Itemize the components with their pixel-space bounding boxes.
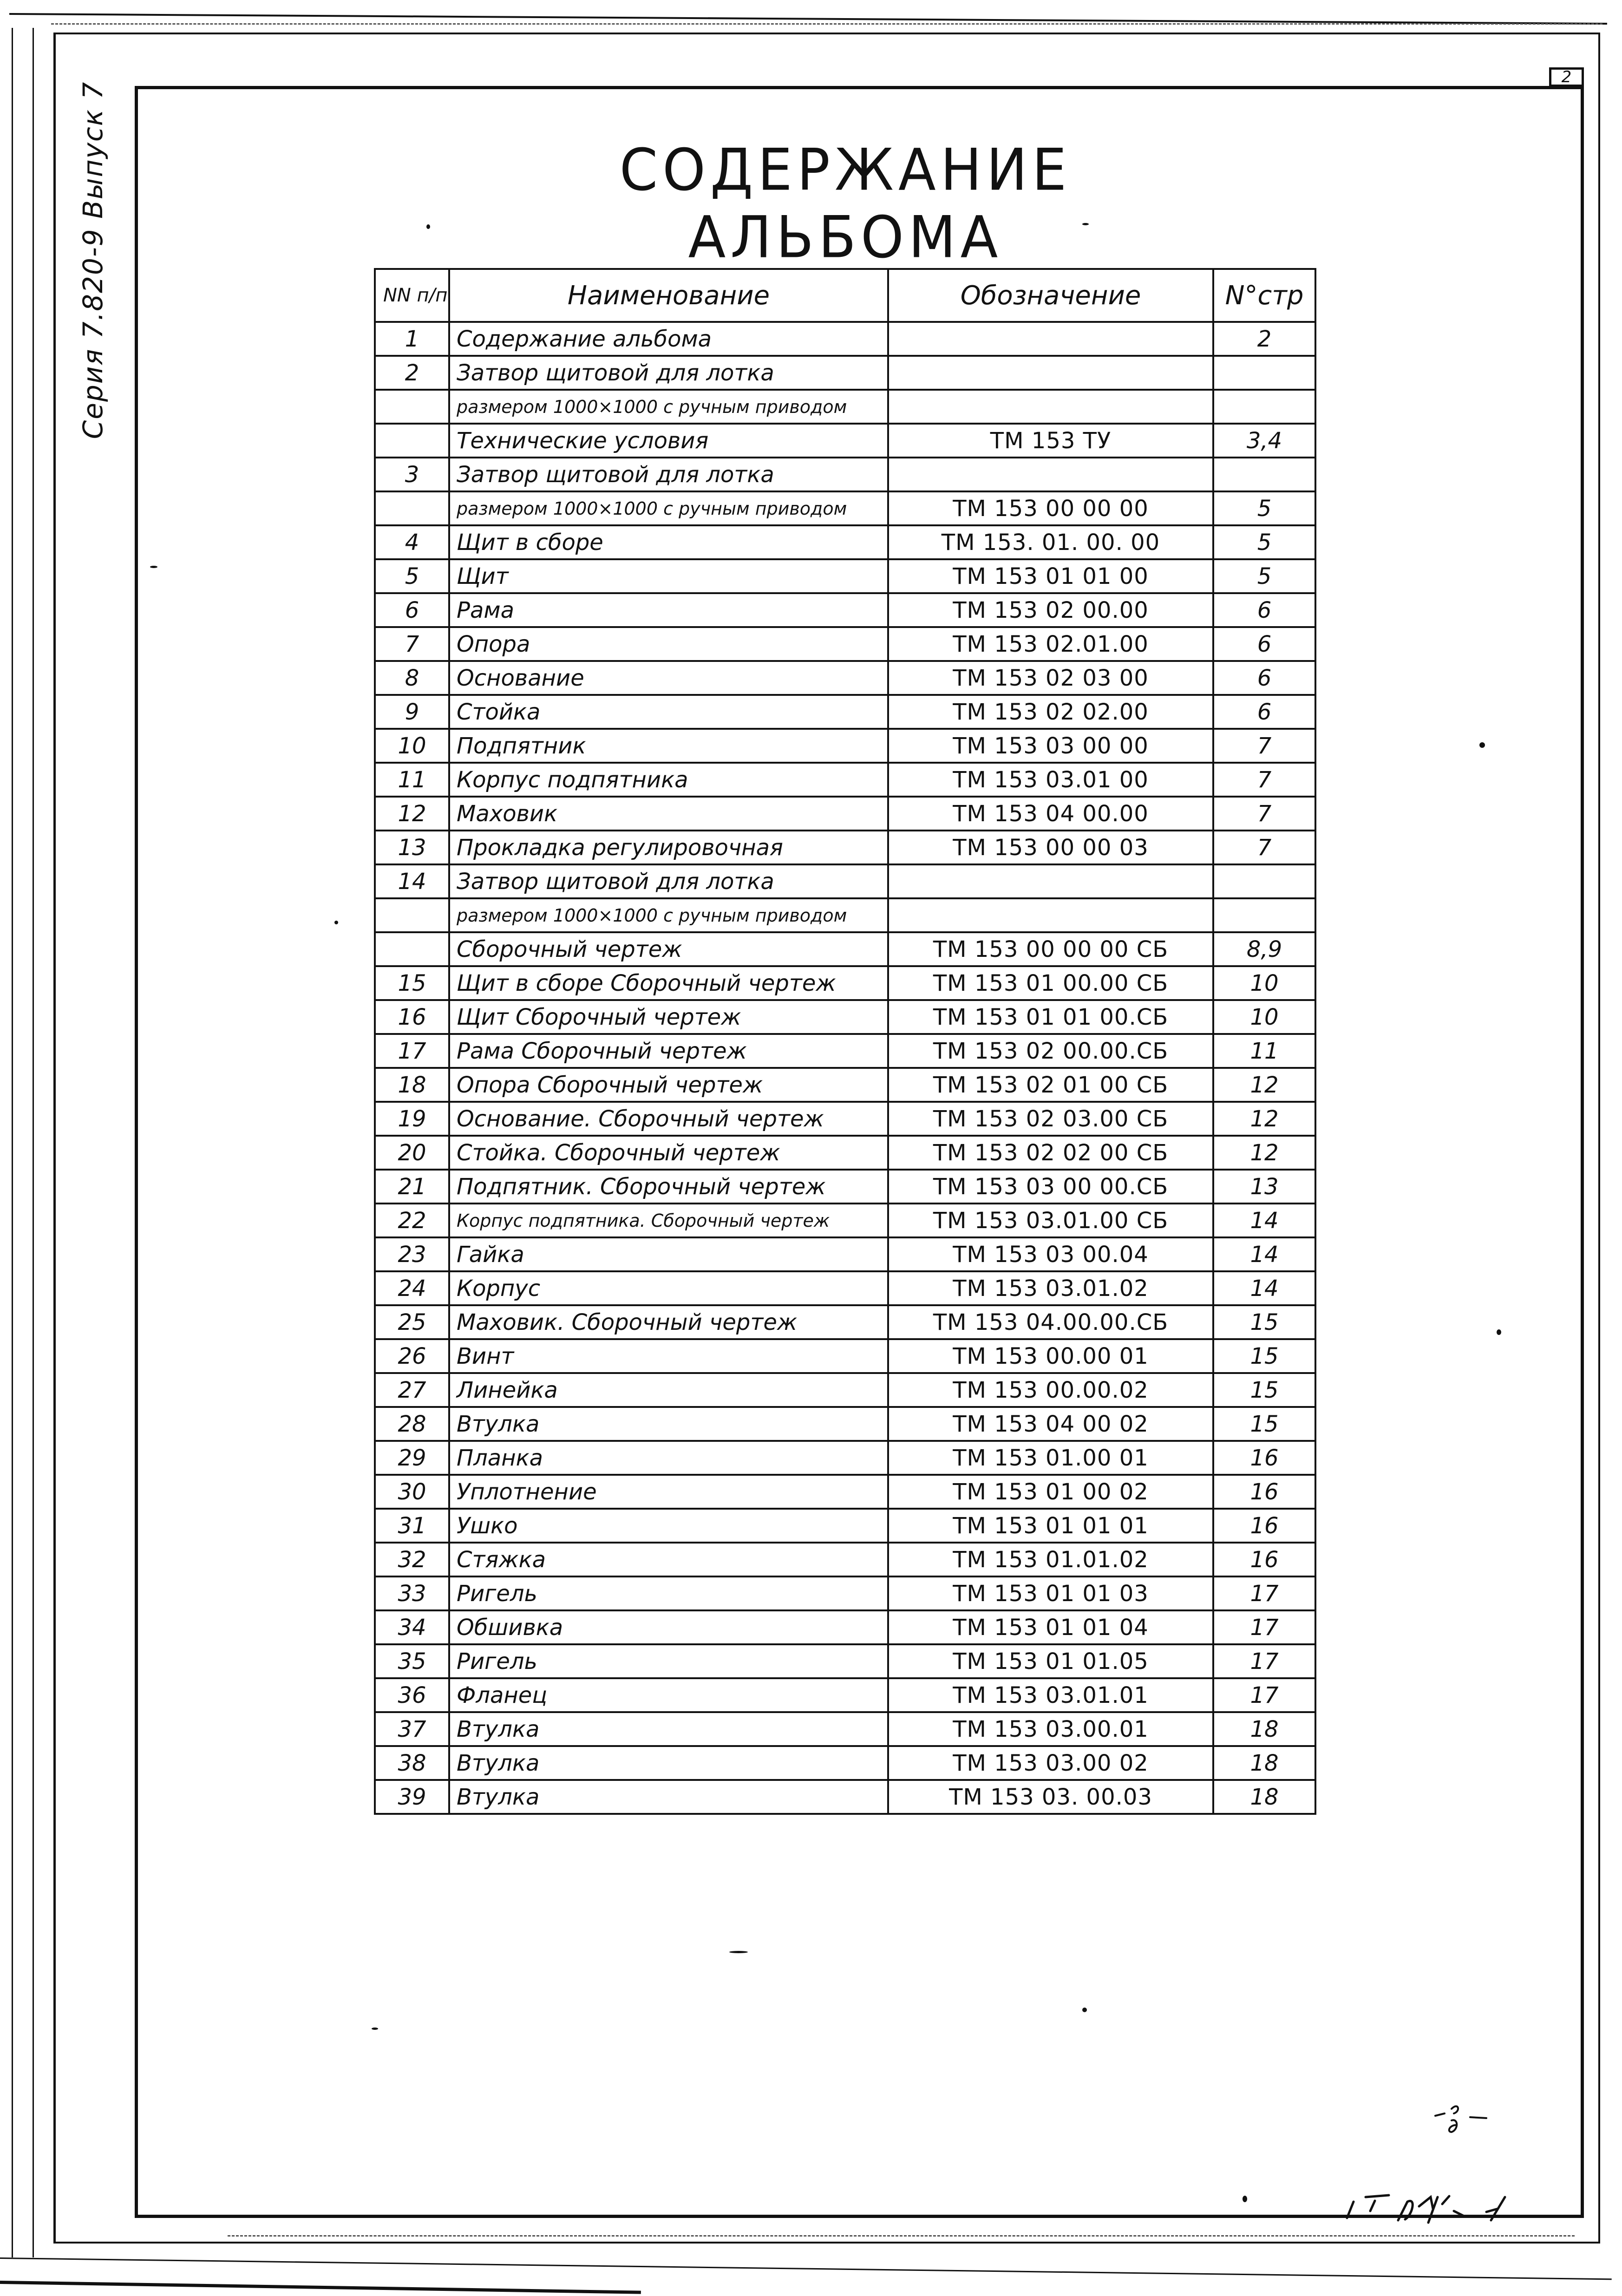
sheet-bottom-edge-line-2 (0, 2281, 641, 2294)
row-page: 16 (1213, 1441, 1315, 1475)
row-designation: ТМ 153 00.00 01 (888, 1339, 1213, 1373)
row-designation: ТМ 153 03.01 00 (888, 763, 1213, 797)
row-name: Основание (449, 661, 888, 695)
row-page: 7 (1213, 797, 1315, 831)
row-designation (888, 864, 1213, 898)
row-designation: ТМ 153 03.00.01 (888, 1712, 1213, 1746)
row-designation: ТМ 153 01 00.00 СБ (888, 966, 1213, 1000)
row-page: 14 (1213, 1237, 1315, 1271)
row-designation: ТМ 153. 01. 00. 00 (888, 525, 1213, 559)
row-name: Корпус подпятника. Сборочный чертеж (449, 1204, 888, 1237)
row-number: 34 (375, 1610, 449, 1644)
row-designation: ТМ 153 00 00 00 СБ (888, 932, 1213, 966)
row-name: Прокладка регулировочная (449, 831, 888, 864)
row-designation (888, 356, 1213, 390)
row-page: 5 (1213, 559, 1315, 593)
row-designation: ТМ 153 02 02 00 СБ (888, 1136, 1213, 1170)
row-name: Щит (449, 559, 888, 593)
row-number: 39 (375, 1780, 449, 1814)
row-name: Маховик. Сборочный чертеж (449, 1305, 888, 1339)
contents-table (374, 268, 1316, 1815)
table-row (375, 831, 1315, 864)
row-designation (888, 322, 1213, 356)
table-row (375, 864, 1315, 898)
scan-speck (1243, 2196, 1247, 2202)
row-designation: ТМ 153 01 00 02 (888, 1475, 1213, 1509)
row-page: 3,4 (1213, 424, 1315, 458)
row-designation: ТМ 153 03 00 00 (888, 729, 1213, 763)
scan-speck (1497, 1329, 1501, 1335)
table-row (375, 1543, 1315, 1576)
page-title: СОДЕРЖАНИЕ АЛЬБОМА (619, 136, 1072, 271)
row-name: размером 1000×1000 с ручным приводом (449, 898, 888, 932)
row-page: 17 (1213, 1610, 1315, 1644)
header-number: NN п/п (375, 269, 449, 322)
row-name: Уплотнение (449, 1475, 888, 1509)
row-designation (888, 898, 1213, 932)
table-body (375, 322, 1315, 1814)
row-number: 13 (375, 831, 449, 864)
row-name: Содержание альбома (449, 322, 888, 356)
row-designation: ТМ 153 00 00 03 (888, 831, 1213, 864)
row-designation: ТМ 153 01 01 04 (888, 1610, 1213, 1644)
row-page: 15 (1213, 1339, 1315, 1373)
row-designation: ТМ 153 02 02.00 (888, 695, 1213, 729)
series-side-label: Серия 7.820-9 Выпуск 7 (77, 81, 109, 439)
row-number: 27 (375, 1373, 449, 1407)
table-row (375, 932, 1315, 966)
row-page: 7 (1213, 763, 1315, 797)
row-page: 15 (1213, 1407, 1315, 1441)
row-page: 17 (1213, 1576, 1315, 1610)
row-number: 17 (375, 1034, 449, 1068)
header-page: N°стр (1213, 269, 1315, 322)
header-name: Наименование (449, 269, 888, 322)
row-page: 10 (1213, 966, 1315, 1000)
row-page: 6 (1213, 661, 1315, 695)
row-page (1213, 864, 1315, 898)
table-row (375, 695, 1315, 729)
row-page (1213, 356, 1315, 390)
table-row (375, 1136, 1315, 1170)
table-row (375, 458, 1315, 491)
row-name: Опора Сборочный чертеж (449, 1068, 888, 1102)
row-number (375, 932, 449, 966)
sheet-bottom-edge-line (0, 2257, 1612, 2280)
row-number: 15 (375, 966, 449, 1000)
table-row (375, 593, 1315, 627)
scan-speck (1082, 2008, 1087, 2012)
table-header-row (375, 269, 1315, 322)
row-page: 16 (1213, 1543, 1315, 1576)
table-row (375, 966, 1315, 1000)
row-name: размером 1000×1000 с ручным приводом (449, 390, 888, 424)
row-designation: ТМ 153 00.00.02 (888, 1373, 1213, 1407)
row-number: 25 (375, 1305, 449, 1339)
row-page: 15 (1213, 1305, 1315, 1339)
table-row (375, 1441, 1315, 1475)
row-page: 17 (1213, 1678, 1315, 1712)
row-number: 36 (375, 1678, 449, 1712)
scan-speck (729, 1951, 748, 1953)
row-name: Корпус подпятника (449, 763, 888, 797)
row-designation: ТМ 153 02 03 00 (888, 661, 1213, 695)
row-page: 12 (1213, 1136, 1315, 1170)
row-name: Маховик (449, 797, 888, 831)
row-name: Обшивка (449, 1610, 888, 1644)
row-number: 1 (375, 322, 449, 356)
row-number: 33 (375, 1576, 449, 1610)
row-page: 15 (1213, 1373, 1315, 1407)
row-name: Втулка (449, 1407, 888, 1441)
row-number: 22 (375, 1204, 449, 1237)
row-page: 17 (1213, 1644, 1315, 1678)
table-row (375, 1407, 1315, 1441)
table-row (375, 1373, 1315, 1407)
row-name: Технические условия (449, 424, 888, 458)
row-name: Линейка (449, 1373, 888, 1407)
row-page: 5 (1213, 491, 1315, 525)
table-row (375, 1644, 1315, 1678)
row-number: 35 (375, 1644, 449, 1678)
row-number: 10 (375, 729, 449, 763)
row-number: 5 (375, 559, 449, 593)
row-designation: ТМ 153 04.00.00.СБ (888, 1305, 1213, 1339)
row-name: Рама Сборочный чертеж (449, 1034, 888, 1068)
table-row (375, 1170, 1315, 1204)
scan-speck (150, 566, 157, 568)
row-name: Втулка (449, 1780, 888, 1814)
row-designation: ТМ 153 00 00 00 (888, 491, 1213, 525)
row-name: Стойка (449, 695, 888, 729)
row-number: 16 (375, 1000, 449, 1034)
row-number: 4 (375, 525, 449, 559)
row-number: 24 (375, 1271, 449, 1305)
table-row (375, 390, 1315, 424)
row-number: 38 (375, 1746, 449, 1780)
table-row (375, 491, 1315, 525)
table-row (375, 1712, 1315, 1746)
row-designation: ТМ 153 02.01.00 (888, 627, 1213, 661)
row-page: 12 (1213, 1068, 1315, 1102)
row-number: 30 (375, 1475, 449, 1509)
row-name: Стойка. Сборочный чертеж (449, 1136, 888, 1170)
table-row (375, 898, 1315, 932)
page-number: 2 (1549, 67, 1584, 87)
row-page: 6 (1213, 695, 1315, 729)
row-name: Корпус (449, 1271, 888, 1305)
row-designation: ТМ 153 03.01.01 (888, 1678, 1213, 1712)
row-number: 11 (375, 763, 449, 797)
row-name: Подпятник. Сборочный чертеж (449, 1170, 888, 1204)
row-page (1213, 458, 1315, 491)
row-name: Затвор щитовой для лотка (449, 356, 888, 390)
row-name: Рама (449, 593, 888, 627)
row-number: 28 (375, 1407, 449, 1441)
table-row (375, 1576, 1315, 1610)
table-row (375, 1271, 1315, 1305)
row-page: 18 (1213, 1712, 1315, 1746)
row-page: 7 (1213, 729, 1315, 763)
row-number: 23 (375, 1237, 449, 1271)
row-designation: ТМ 153 02 03.00 СБ (888, 1102, 1213, 1136)
row-name: Ригель (449, 1644, 888, 1678)
row-name: Щит в сборе Сборочный чертеж (449, 966, 888, 1000)
row-page: 14 (1213, 1271, 1315, 1305)
row-number (375, 898, 449, 932)
row-name: Сборочный чертеж (449, 932, 888, 966)
row-name: Основание. Сборочный чертеж (449, 1102, 888, 1136)
sheet-top-dashed-line (51, 23, 1602, 25)
row-page: 12 (1213, 1102, 1315, 1136)
row-page: 2 (1213, 322, 1315, 356)
row-name: размером 1000×1000 с ручным приводом (449, 491, 888, 525)
table-row (375, 424, 1315, 458)
table-row (375, 1339, 1315, 1373)
row-designation: ТМ 153 03 00.04 (888, 1237, 1213, 1271)
row-name: Щит в сборе (449, 525, 888, 559)
row-name: Опора (449, 627, 888, 661)
row-number: 3 (375, 458, 449, 491)
table-row (375, 356, 1315, 390)
row-name: Винт (449, 1339, 888, 1373)
row-number: 32 (375, 1543, 449, 1576)
row-name: Подпятник (449, 729, 888, 763)
row-page: 14 (1213, 1204, 1315, 1237)
row-designation: ТМ 153 02 00.00 (888, 593, 1213, 627)
row-page: 7 (1213, 831, 1315, 864)
row-name: Затвор щитовой для лотка (449, 864, 888, 898)
row-designation (888, 390, 1213, 424)
row-name: Втулка (449, 1712, 888, 1746)
row-page (1213, 898, 1315, 932)
row-name: Втулка (449, 1746, 888, 1780)
table-row (375, 1000, 1315, 1034)
handwritten-signature (1338, 2183, 1533, 2225)
row-number: 21 (375, 1170, 449, 1204)
row-page: 16 (1213, 1475, 1315, 1509)
row-number: 12 (375, 797, 449, 831)
table-row (375, 1475, 1315, 1509)
table-row (375, 729, 1315, 763)
row-page: 16 (1213, 1509, 1315, 1543)
table-row (375, 1305, 1315, 1339)
table-row (375, 1204, 1315, 1237)
row-page: 11 (1213, 1034, 1315, 1068)
row-number: 2 (375, 356, 449, 390)
table-row (375, 322, 1315, 356)
scan-speck (1082, 223, 1089, 225)
row-designation: ТМ 153 03.00 02 (888, 1746, 1213, 1780)
table-row (375, 559, 1315, 593)
table-row (375, 1102, 1315, 1136)
row-name: Затвор щитовой для лотка (449, 458, 888, 491)
table-row (375, 661, 1315, 695)
row-designation (888, 458, 1213, 491)
row-designation: ТМ 153 03. 00.03 (888, 1780, 1213, 1814)
row-number: 20 (375, 1136, 449, 1170)
row-name: Фланец (449, 1678, 888, 1712)
table-row (375, 763, 1315, 797)
row-name: Ушко (449, 1509, 888, 1543)
row-designation: ТМ 153 01 01 03 (888, 1576, 1213, 1610)
table-row (375, 1509, 1315, 1543)
row-name: Ригель (449, 1576, 888, 1610)
table-row (375, 1746, 1315, 1780)
row-designation: ТМ 153 01.01.02 (888, 1543, 1213, 1576)
scan-speck (1479, 742, 1485, 748)
row-page: 18 (1213, 1746, 1315, 1780)
row-designation: ТМ 153 01 01 00.СБ (888, 1000, 1213, 1034)
row-name: Планка (449, 1441, 888, 1475)
row-designation: ТМ 153 02 00.00.СБ (888, 1034, 1213, 1068)
row-number: 26 (375, 1339, 449, 1373)
row-designation: ТМ 153 04 00 02 (888, 1407, 1213, 1441)
row-number: 9 (375, 695, 449, 729)
row-page: 5 (1213, 525, 1315, 559)
row-designation: ТМ 153 03.01.02 (888, 1271, 1213, 1305)
scan-speck (426, 224, 430, 229)
row-designation: ТМ 153 03.01.00 СБ (888, 1204, 1213, 1237)
row-designation: ТМ 153 ТУ (888, 424, 1213, 458)
row-designation: ТМ 153 01 01.05 (888, 1644, 1213, 1678)
table-row (375, 1068, 1315, 1102)
row-name: Щит Сборочный чертеж (449, 1000, 888, 1034)
row-page: 8,9 (1213, 932, 1315, 966)
row-name: Стяжка (449, 1543, 888, 1576)
table-row (375, 1237, 1315, 1271)
row-page: 13 (1213, 1170, 1315, 1204)
sheet-left-edge-line-2 (33, 28, 34, 2257)
row-page: 6 (1213, 593, 1315, 627)
header-designation: Обозначение (888, 269, 1213, 322)
table-row (375, 1780, 1315, 1814)
row-number (375, 424, 449, 458)
row-page (1213, 390, 1315, 424)
table-row (375, 627, 1315, 661)
row-designation: ТМ 153 02 01 00 СБ (888, 1068, 1213, 1102)
row-name: Гайка (449, 1237, 888, 1271)
table-row (375, 797, 1315, 831)
row-number: 8 (375, 661, 449, 695)
row-designation: ТМ 153 04 00.00 (888, 797, 1213, 831)
table-row (375, 1034, 1315, 1068)
handwritten-mark-small (1433, 2100, 1489, 2137)
row-designation: ТМ 153 01 01 00 (888, 559, 1213, 593)
row-number: 31 (375, 1509, 449, 1543)
table-row (375, 1610, 1315, 1644)
row-page: 6 (1213, 627, 1315, 661)
row-number: 6 (375, 593, 449, 627)
row-number: 37 (375, 1712, 449, 1746)
row-number: 19 (375, 1102, 449, 1136)
row-number: 7 (375, 627, 449, 661)
row-number: 18 (375, 1068, 449, 1102)
row-number: 14 (375, 864, 449, 898)
table-row (375, 1678, 1315, 1712)
scan-speck (334, 921, 338, 924)
table-row (375, 525, 1315, 559)
row-number: 29 (375, 1441, 449, 1475)
row-number (375, 491, 449, 525)
row-number (375, 390, 449, 424)
scan-speck (372, 2028, 378, 2030)
row-designation: ТМ 153 01 01 01 (888, 1509, 1213, 1543)
row-page: 10 (1213, 1000, 1315, 1034)
row-designation: ТМ 153 01.00 01 (888, 1441, 1213, 1475)
row-designation: ТМ 153 03 00 00.СБ (888, 1170, 1213, 1204)
sheet-left-edge-line (12, 28, 13, 2257)
row-page: 18 (1213, 1780, 1315, 1814)
